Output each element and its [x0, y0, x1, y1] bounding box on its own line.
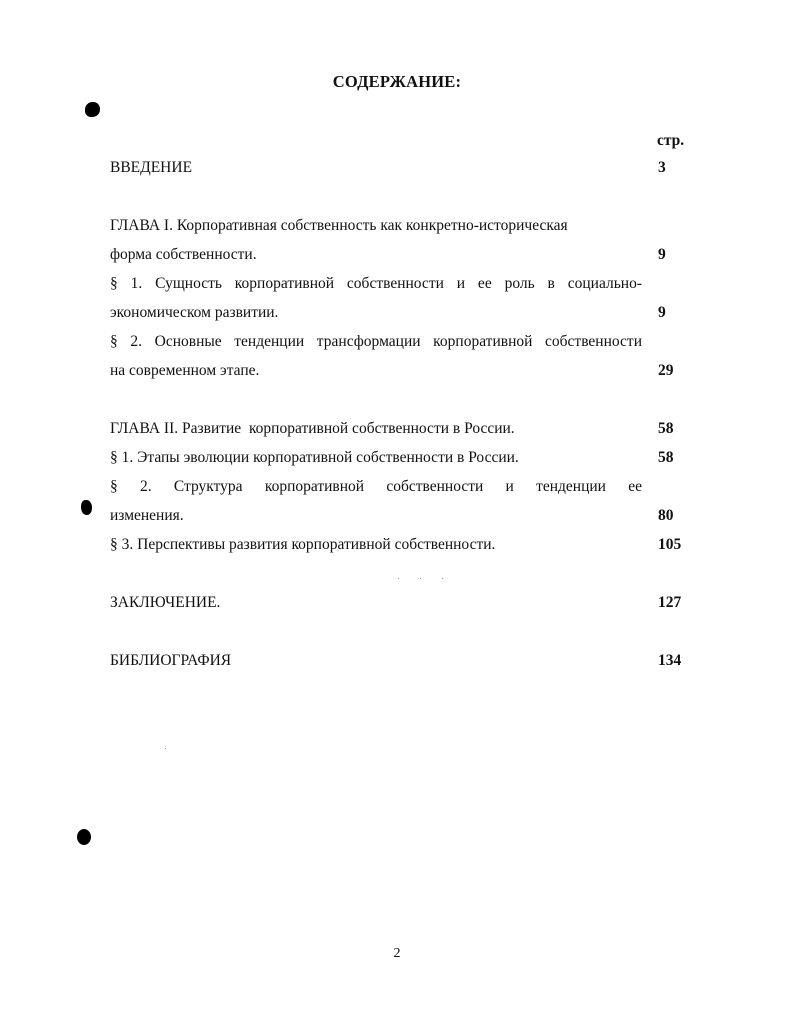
page-title: СОДЕРЖАНИЕ: [332, 72, 462, 91]
toc-page-number: 9 [658, 304, 666, 321]
toc-page-number: 58 [658, 420, 674, 437]
scan-speck [398, 578, 399, 579]
toc-entry-section-1-1-line1: § 1. Сущность корпоративной собственности и ее роль в социально- [110, 275, 642, 292]
toc-page-number: 29 [658, 362, 674, 379]
ink-blot [77, 829, 91, 845]
scan-speck [165, 748, 166, 749]
toc-page-number: 9 [658, 246, 666, 263]
page-column-header: стр. [657, 132, 685, 149]
scan-speck [442, 578, 443, 579]
toc-page-number: 3 [658, 159, 666, 176]
toc-page-number: 105 [658, 536, 682, 553]
toc-entry-section-2-2-line1: § 2. Структура корпоративной собственности и тенденции ее [110, 478, 642, 495]
toc-entry-section-1-2-line1: § 2. Основные тенденции трансформации корпоративной собственности [110, 333, 642, 350]
toc-entry-section-2-2-line2: изменения. [110, 507, 184, 524]
page-number: 2 [393, 946, 401, 961]
ink-blot [85, 102, 100, 117]
toc-entry-section-2-3: § 3. Перспективы развития корпоративной собственности. [110, 536, 496, 553]
toc-page-number: 58 [658, 449, 674, 466]
toc-entry-conclusion: ЗАКЛЮЧЕНИЕ. [110, 594, 221, 611]
ink-blot [81, 500, 92, 515]
toc-entry-chapter-1-line1: ГЛАВА I. Корпоративная собственность как конкретно-историческая [110, 217, 568, 234]
toc-entry-section-2-1: § 1. Этапы эволюции корпоративной собственности в России. [110, 449, 519, 466]
toc-page-number: 134 [658, 652, 682, 669]
toc-entry-introduction: ВВЕДЕНИЕ [110, 159, 193, 176]
toc-entry-chapter-2: ГЛАВА II. Развитие корпоративной собственности в России. [110, 420, 515, 437]
toc-entry-chapter-1-line2: форма собственности. [110, 246, 257, 263]
toc-entry-section-1-1-line2: экономическом развитии. [110, 304, 279, 321]
toc-page-number: 80 [658, 507, 674, 524]
toc-entry-bibliography: БИБЛИОГРАФИЯ [110, 652, 232, 669]
toc-page-number: 127 [658, 594, 682, 611]
toc-entry-section-1-2-line2: на современном этапе. [110, 362, 260, 379]
scan-speck [420, 578, 421, 579]
